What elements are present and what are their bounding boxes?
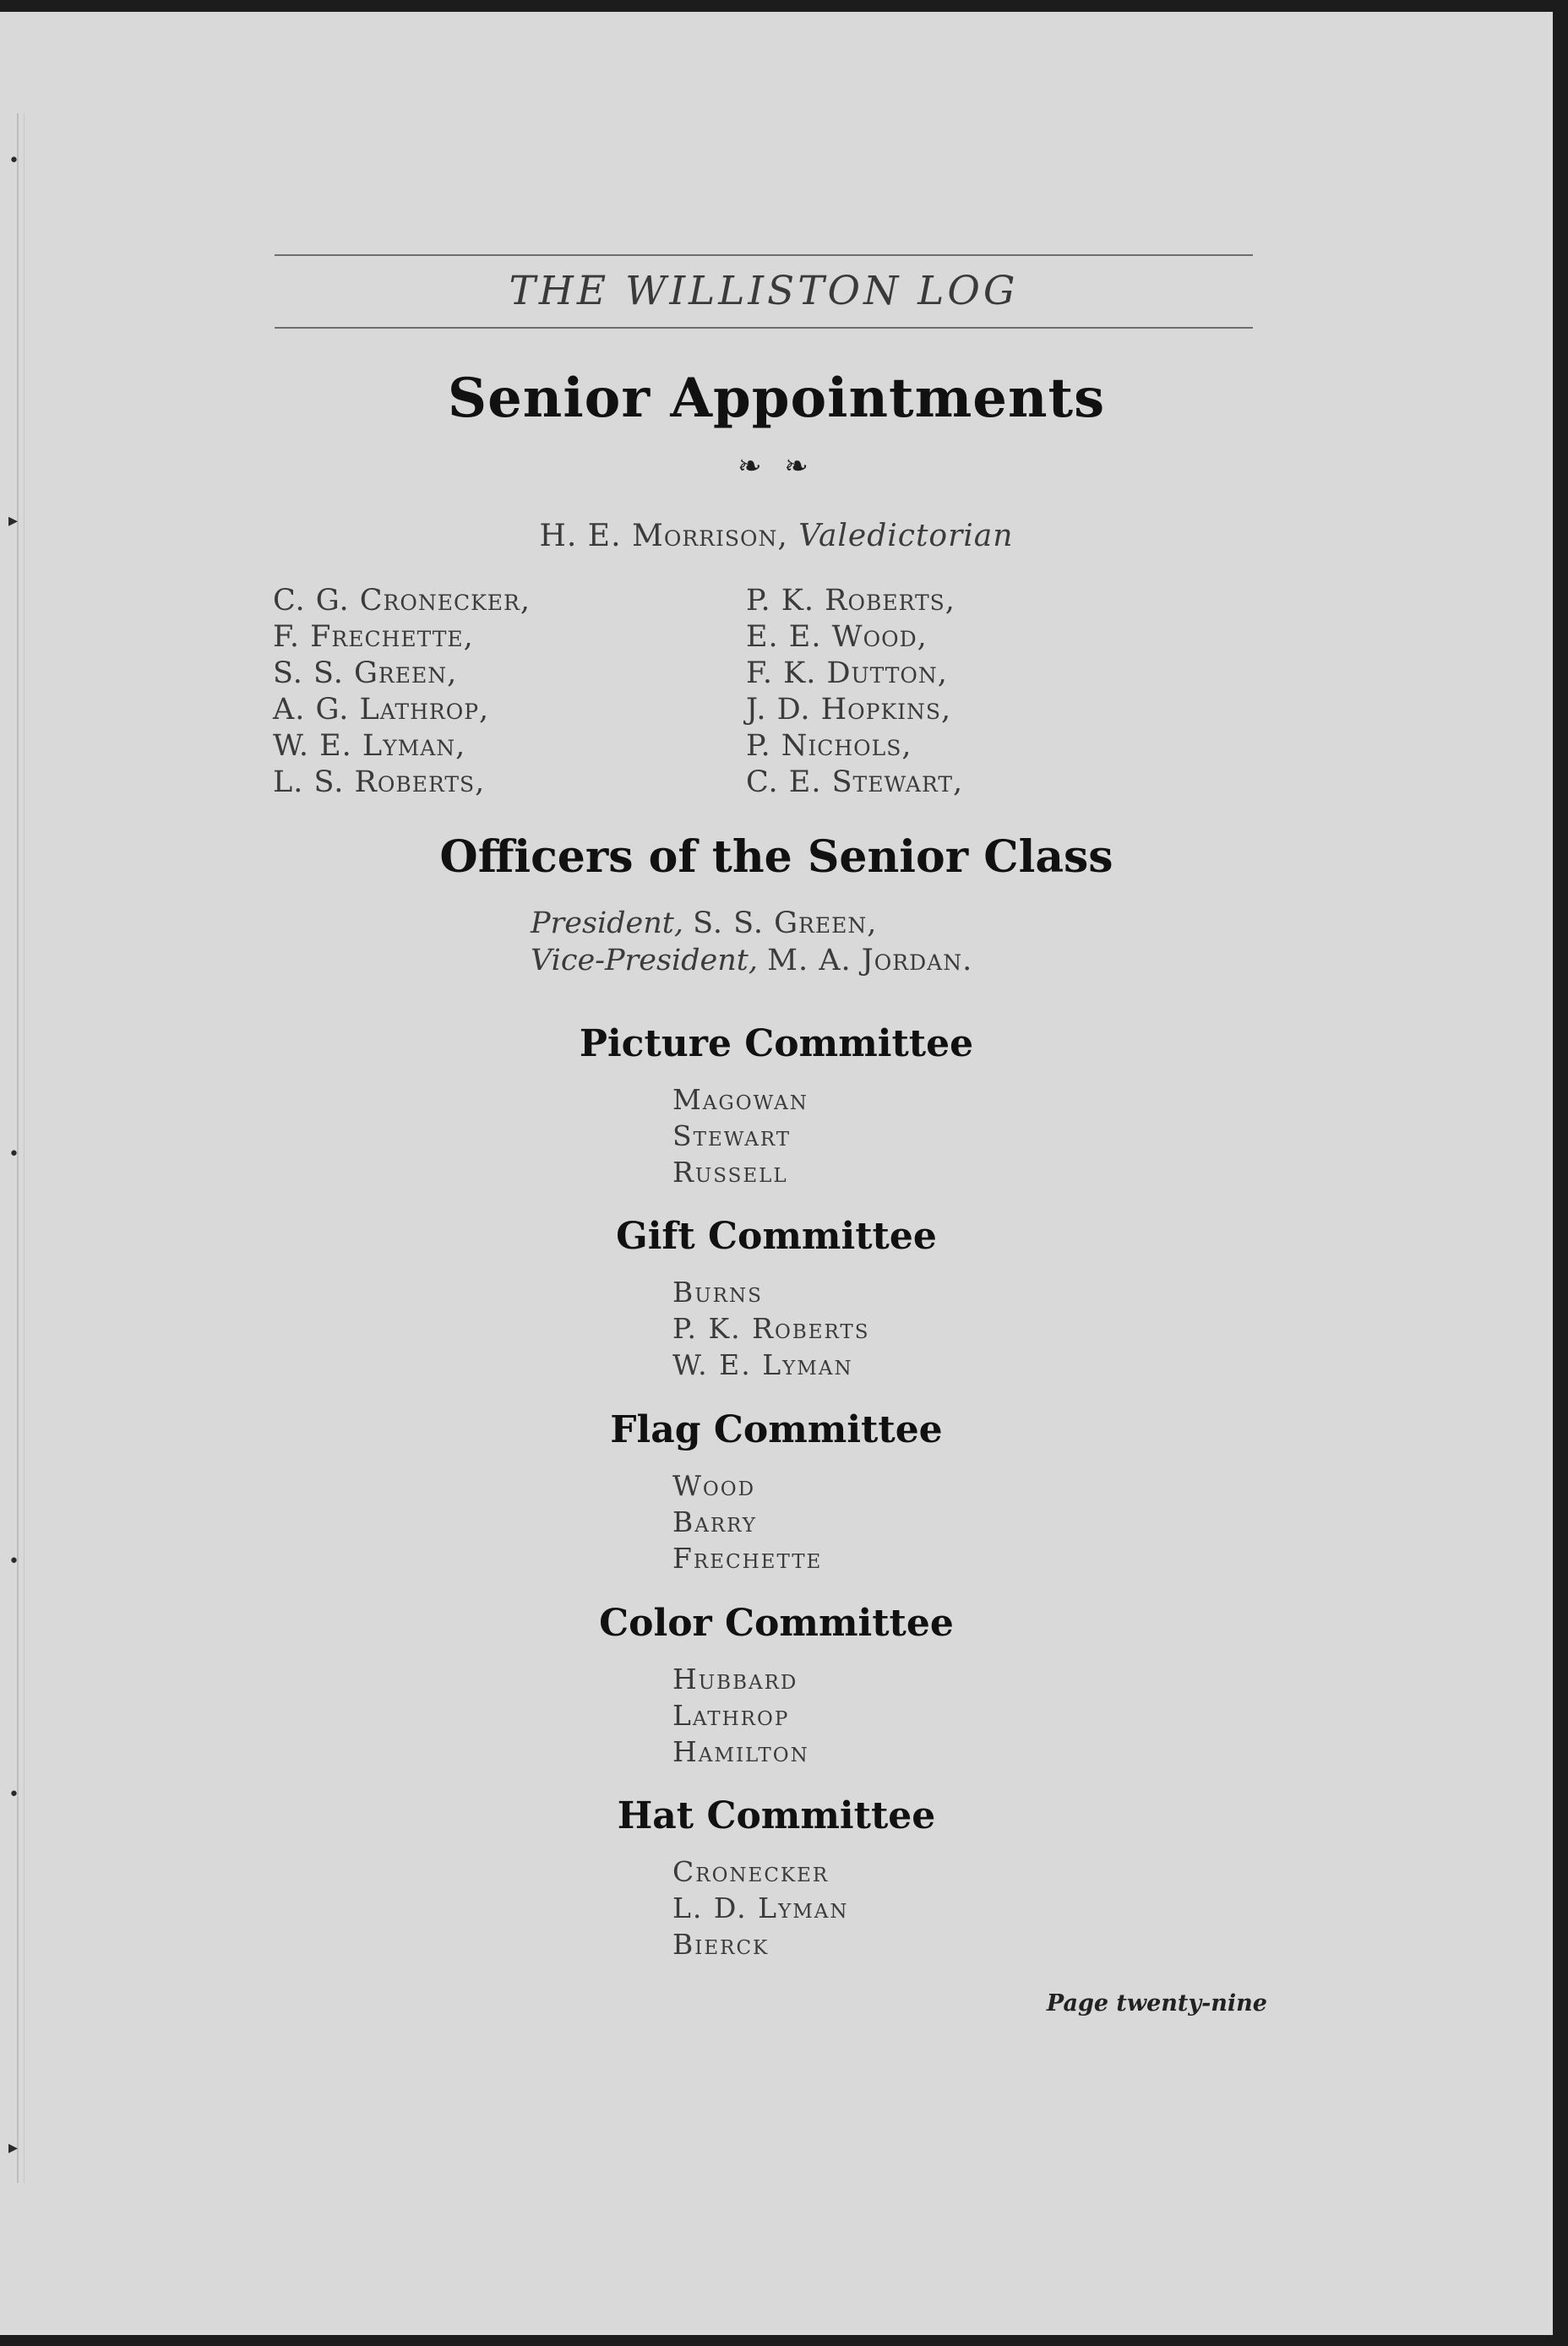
vice-president-role: Vice-President, — [531, 944, 758, 977]
committee-member: W. E. Lyman — [672, 1348, 853, 1381]
committee-member: Bierck — [672, 1928, 770, 1961]
committee-member: Cronecker — [672, 1855, 830, 1888]
appointee: F. Frechette, — [273, 620, 474, 654]
officers-heading: Officers of the Senior Class — [439, 831, 1113, 883]
valedictorian-role: Valedictorian — [798, 519, 1014, 553]
page-number: Page twenty-nine — [1046, 1990, 1267, 2017]
president-role: President, — [531, 906, 683, 940]
running-header — [275, 254, 1253, 329]
appointments-left-column — [273, 583, 531, 801]
publication-title: THE WILLISTON LOG — [509, 268, 1019, 314]
picture-committee-heading: Picture Committee — [579, 1022, 974, 1065]
committee-member: Lathrop — [672, 1699, 790, 1732]
gift-committee-members — [672, 1274, 870, 1383]
hat-committee-heading: Hat Committee — [617, 1794, 936, 1837]
committee-member: Barry — [672, 1505, 757, 1538]
committee-member: Hubbard — [672, 1663, 798, 1696]
committee-member: Stewart — [672, 1119, 792, 1152]
appointee: S. S. Green, — [273, 656, 458, 690]
appointee: F. K. Dutton, — [746, 656, 948, 690]
president-line — [531, 905, 972, 942]
committee-member: Frechette — [672, 1542, 823, 1575]
binding-stitch: • — [8, 1144, 19, 1165]
picture-committee-members — [672, 1081, 808, 1190]
appointee: J. D. Hopkins, — [746, 693, 952, 727]
appointee: C. G. Cronecker, — [273, 584, 531, 618]
officers-list — [531, 905, 972, 979]
vice-president-name: M. A. Jordan. — [767, 944, 973, 977]
committee-member: Wood — [672, 1469, 756, 1502]
senior-appointments-heading: Senior Appointments — [447, 367, 1106, 430]
committee-member: Burns — [672, 1276, 763, 1309]
vice-president-line — [531, 942, 972, 979]
flag-committee-heading: Flag Committee — [610, 1408, 943, 1451]
committee-member: P. K. Roberts — [672, 1312, 870, 1345]
president-name: S. S. Green, — [693, 906, 878, 940]
appointee: P. K. Roberts, — [746, 584, 956, 618]
color-committee-heading: Color Committee — [599, 1602, 954, 1645]
committee-member: Magowan — [672, 1083, 808, 1116]
binding-stitch: • — [8, 1551, 19, 1572]
binding-stitch: ▸ — [8, 510, 19, 531]
appointee: C. E. Stewart, — [746, 765, 964, 799]
valedictorian-name: H. E. Morrison, — [539, 519, 788, 553]
appointee: P. Nichols, — [746, 729, 912, 763]
hat-committee-members — [672, 1853, 849, 1962]
appointee: W. E. Lyman, — [273, 729, 466, 763]
appointee: E. E. Wood, — [746, 620, 928, 654]
binding-stitch: • — [8, 1784, 19, 1805]
color-committee-members — [672, 1661, 809, 1770]
flag-committee-members — [672, 1467, 822, 1576]
appointee: L. S. Roberts, — [273, 765, 486, 799]
valedictorian-line — [0, 519, 1553, 553]
binding-stitch: ▸ — [8, 2137, 19, 2158]
committee-member: Russell — [672, 1156, 788, 1189]
committee-member: Hamilton — [672, 1735, 809, 1768]
committee-member: L. D. Lyman — [672, 1891, 849, 1924]
appointee: A. G. Lathrop, — [273, 693, 490, 727]
appointments-right-column — [746, 583, 963, 801]
gift-committee-heading: Gift Committee — [616, 1215, 937, 1258]
binding-stitch: • — [8, 150, 19, 171]
scanned-page — [0, 12, 1553, 2335]
ornament-icon: ❧ ❧ — [738, 449, 815, 483]
